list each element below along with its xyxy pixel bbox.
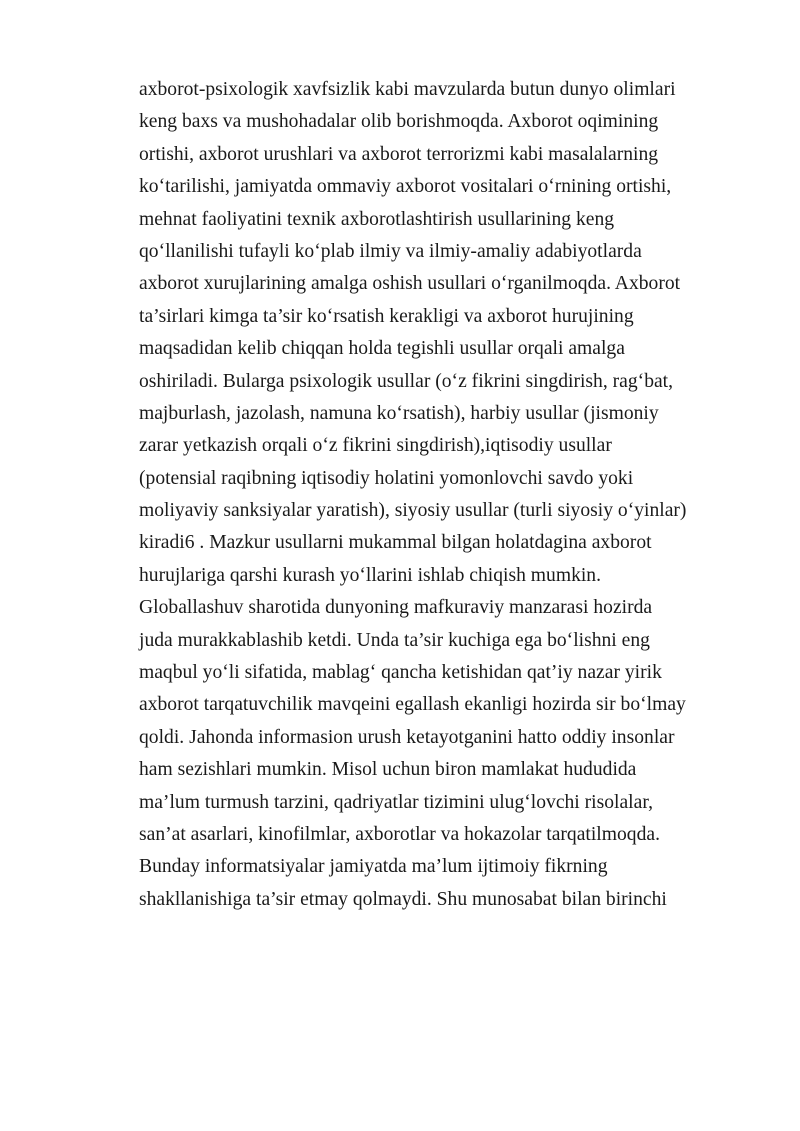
text-line-3: ortishi, axborot urushlari va axborot terrorizmi kabi masalalarning	[139, 143, 659, 165]
text-line-8: ta’sirlari kimga ta’sir ko‘rsatish kerakligi va axborot hurujining	[139, 305, 634, 327]
body-text	[139, 74, 749, 916]
text-line-5: mehnat faoliyatini texnik axborotlashtirish usullarining keng	[139, 208, 615, 230]
text-line-17: Globallashuv sharotida dunyoning mafkuraviy manzarasi hozirda	[139, 597, 653, 619]
text-line-24: san’at asarlari, kinofilmlar, axborotlar va hokazolar tarqatilmoqda.	[139, 823, 660, 845]
text-line-7: axborot xurujlarining amalga oshish usullari o‘rganilmoqda. Axborot	[139, 273, 681, 295]
text-line-16: hurujlariga qarshi kurash yo‘llarini ishlab chiqish mumkin.	[139, 564, 602, 586]
text-line-21: qoldi. Jahonda informasion urush ketayotganini hatto oddiy insonlar	[139, 726, 675, 748]
text-line-2: keng baxs va mushohadalar olib borishmoqda. Axborot oqimining	[139, 111, 659, 133]
text-line-25: Bunday informatsiyalar jamiyatda ma’lum ijtimoiy fikrning	[139, 856, 608, 878]
text-line-12: zarar yetkazish orqali o‘z fikrini singdirish),iqtisodiy usullar	[139, 435, 612, 457]
text-line-10: oshiriladi. Bularga psixologik usullar (o‘z fikrini singdirish, rag‘bat,	[139, 370, 674, 392]
text-line-11: majburlash, jazolash, namuna ko‘rsatish), harbiy usullar (jismoniy	[139, 402, 659, 424]
text-line-26: shakllanishiga ta’sir etmay qolmaydi. Shu munosabat bilan birinchi	[139, 888, 667, 910]
text-line-6: qo‘llanilishi tufayli ko‘plab ilmiy va ilmiy-amaliy adabiyotlarda	[139, 240, 642, 262]
text-line-13: (potensial raqibning iqtisodiy holatini yomonlovchi savdo yoki	[139, 467, 634, 489]
text-line-18: juda murakkablashib ketdi. Unda ta’sir kuchiga ega bo‘lishni eng	[139, 629, 650, 651]
text-line-9: maqsadidan kelib chiqqan holda tegishli usullar orqali amalga	[139, 338, 625, 360]
text-line-14: moliyaviy sanksiyalar yaratish), siyosiy usullar (turli siyosiy o‘yinlar)	[139, 500, 687, 522]
text-line-23: ma’lum turmush tarzini, qadriyatlar tizimini ulug‘lovchi risolalar,	[139, 791, 653, 813]
text-line-15: kiradi6 . Mazkur usullarni mukammal bilgan holatdagina axborot	[139, 532, 652, 554]
text-line-1: axborot-psixologik xavfsizlik kabi mavzularda butun dunyo olimlari	[139, 79, 676, 100]
text-line-4: ko‘tarilishi, jamiyatda ommaviy axborot vositalari o‘rnining ortishi,	[139, 176, 672, 198]
text-line-20: axborot tarqatuvchilik mavqeini egallash ekanligi hozirda sir bo‘lmay	[139, 694, 686, 716]
text-line-22: ham sezishlari mumkin. Misol uchun biron mamlakat hududida	[139, 759, 637, 781]
text-line-19: maqbul yo‘li sifatida, mablag‘ qancha ketishidan qat’iy nazar yirik	[139, 662, 662, 684]
